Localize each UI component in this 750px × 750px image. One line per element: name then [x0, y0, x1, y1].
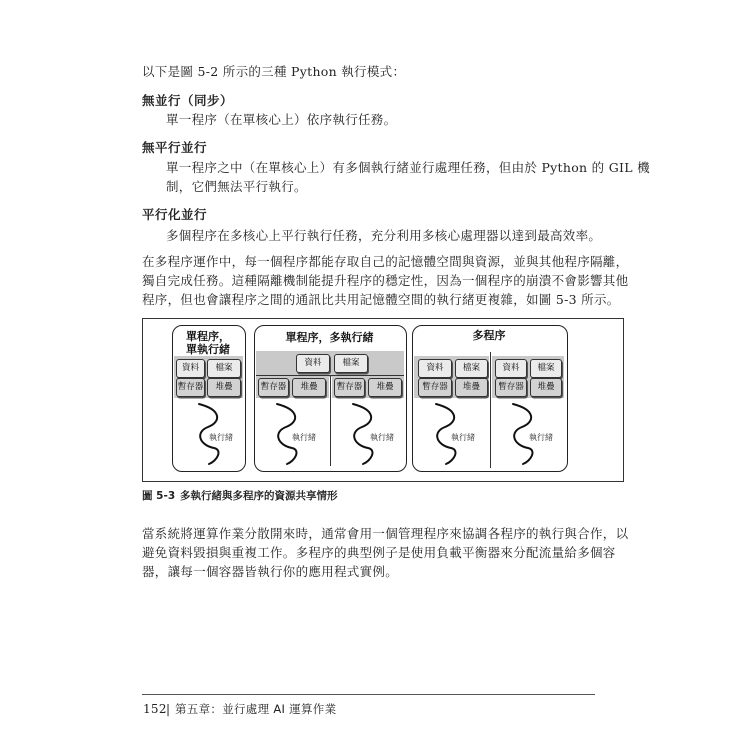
desc-parallel: 多個程序在多核心上平行執行任務，充分利用多核心處理器以達到最高效率。	[166, 228, 602, 243]
panel1-title-line2: 單執行緒	[186, 343, 230, 356]
panel2-stack-cell-b: 堆疊	[368, 378, 402, 397]
panel3-thread-label-a: 執行緒	[451, 433, 475, 442]
panel2-thread-label-a: 執行緒	[292, 433, 316, 442]
panel1-file-cell: 檔案	[207, 359, 241, 378]
panel3-divider-vertical	[490, 352, 491, 468]
para2-line2: 避免資料毀損與重複工作。多程序的典型例子是使用負載平衡器來分配流量給多個容	[142, 545, 616, 560]
para1-line1: 在多程序運作中，每一個程序都能存取自己的記憶體空間與資源，並與其他程序隔離，	[142, 254, 629, 269]
panel1-data-cell: 資料	[176, 359, 205, 378]
desc-concurrency-line1: 單一程序之中（在單核心上）有多個執行緒並行處理任務，但由於 Python 的 GIL 機	[166, 160, 650, 175]
panel3-file-cell-a: 檔案	[455, 359, 488, 378]
panel2-thread-label-b: 執行緒	[370, 433, 394, 442]
desc-concurrency-line2: 制，它們無法平行執行。	[166, 179, 307, 194]
term-parallel: 平行化並行	[142, 207, 208, 222]
para1-line3: 程序，但也會讓程序之間的通訊比共用記憶體空間的執行緒更複雜，如圖 5-3 所示。	[142, 292, 620, 307]
panel2-file-cell: 檔案	[334, 354, 368, 373]
footer-chapter-title: 第五章：並行處理 AI 運算作業	[175, 702, 337, 716]
footer-separator: |	[166, 702, 171, 716]
desc-no-concurrency: 單一程序（在單核心上）依序執行任務。	[166, 112, 397, 127]
panel1-thread-label: 執行緒	[209, 433, 233, 442]
panel1-stack-cell: 堆疊	[207, 378, 241, 397]
panel3-data-cell-a: 資料	[418, 359, 452, 378]
figure-caption-text: 多執行緒與多程序的資源共享情形	[180, 490, 338, 502]
para1-line2: 獨自完成任務。這種隔離機制能提升程序的穩定性，因為一個程序的崩潰不會影響其他	[142, 273, 629, 288]
panel3-data-cell-b: 資料	[495, 359, 527, 378]
panel3-file-cell-b: 檔案	[530, 359, 562, 378]
intro-text: 以下是圖 5-2 所示的三種 Python 執行模式：	[142, 64, 406, 79]
panel3-register-cell-a: 暫存器	[418, 378, 452, 397]
panel3-thread-label-b: 執行緒	[529, 433, 553, 442]
para2-line1: 當系統將運算作業分散開來時，通常會用一個管理程序來協調各程序的執行與合作，以	[142, 526, 629, 541]
para2-line3: 器，讓每一個容器皆執行你的應用程式實例。	[142, 564, 399, 579]
panel2-data-cell: 資料	[296, 354, 330, 373]
term-concurrency-no-parallel: 無平行並行	[142, 140, 208, 155]
panel3-stack-cell-b: 堆疊	[530, 378, 562, 397]
panel2-shared-gray	[256, 351, 404, 377]
panel2-divider-vertical	[330, 376, 331, 466]
panel3-register-cell-b: 暫存器	[495, 378, 527, 397]
footer-page-number: 152	[143, 702, 167, 716]
footer-rule	[142, 694, 595, 695]
panel2-register-cell-b: 暫存器	[334, 378, 365, 397]
panel1-title-line1: 單程序，	[186, 330, 230, 343]
panel2-title: 單程序，多執行緒	[285, 331, 374, 344]
panel3-stack-cell-a: 堆疊	[455, 378, 488, 397]
panel3-title: 多程序	[472, 329, 506, 342]
panel2-register-cell-a: 暫存器	[258, 378, 289, 397]
panel2-stack-cell-a: 堆疊	[292, 378, 326, 397]
term-no-concurrency: 無並行（同步）	[142, 93, 234, 108]
panel1-register-cell: 暫存器	[176, 378, 205, 397]
figure-caption-number: 圖 5-3	[142, 490, 176, 502]
